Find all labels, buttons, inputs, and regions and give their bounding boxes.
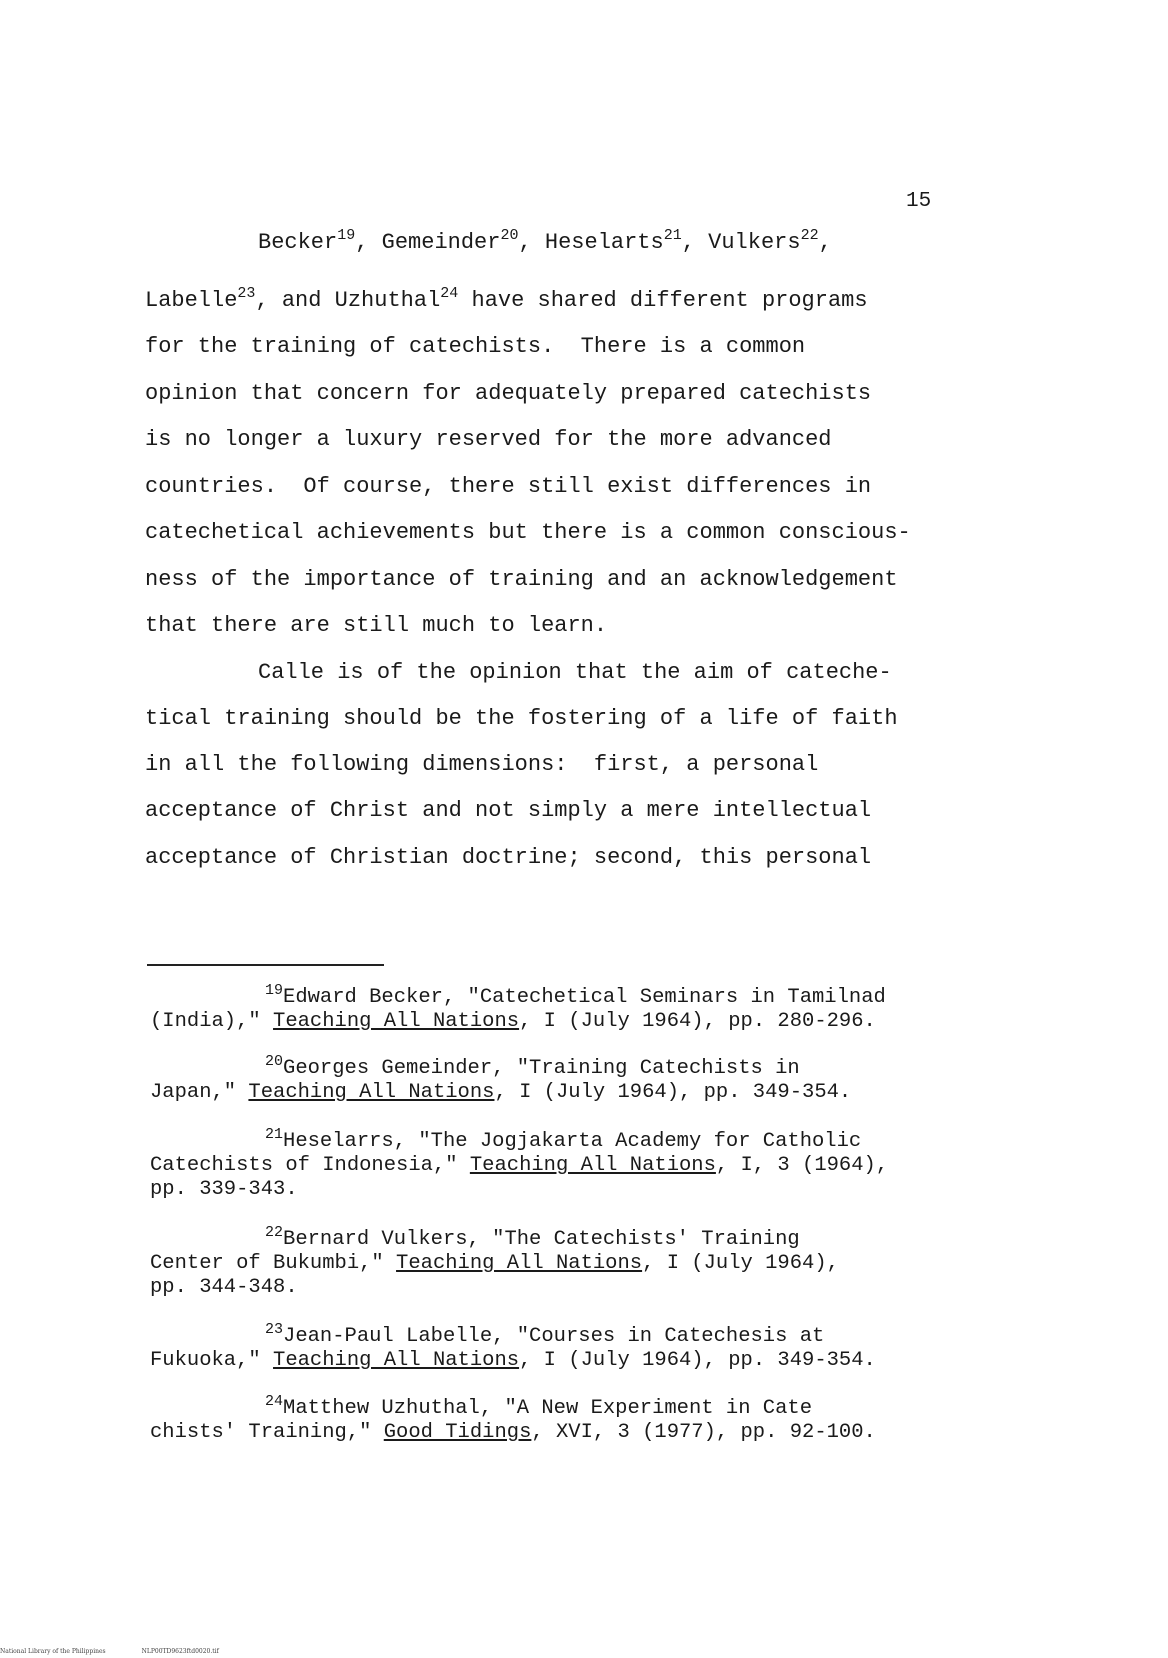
body-line: countries. Of course, there still exist differences in <box>145 474 872 499</box>
journal-title: Teaching All Nations <box>273 1010 520 1033</box>
footnote-ref: 23 <box>237 285 256 302</box>
body-line: opinion that concern for adequately prepared catechists <box>145 381 872 406</box>
journal-title: Teaching All Nations <box>273 1349 520 1372</box>
body-line: acceptance of Christian doctrine; second, this personal <box>145 845 872 870</box>
scan-footer <box>0 1648 255 1655</box>
page-number: 15 <box>906 190 932 213</box>
journal-title: Teaching All Nations <box>396 1252 643 1275</box>
body-line: catechetical achievements but there is a common conscious- <box>145 520 911 545</box>
footnote-separator <box>147 964 384 966</box>
body-line: in all the following dimensions: first, a personal <box>145 752 819 777</box>
body-line: Becker$^{19}$, Gemeinder$^{20}$, Heselarts$^{21}$, Vulkers$^{22}$, <box>258 227 832 255</box>
footnote-ref: 24 <box>440 285 459 302</box>
body-line: Calle is of the opinion that the aim of cateche- <box>258 660 892 685</box>
footnote-ref: 19 <box>337 227 356 244</box>
file-name: NLP00TD9623ftd0020.tif <box>141 1648 219 1655</box>
body-line: for the training of catechists. There is a common <box>145 334 806 359</box>
body-line: acceptance of Christ and not simply a mere intellectual <box>145 798 872 823</box>
journal-title: Teaching All Nations <box>469 1154 716 1177</box>
body-line: ness of the importance of training and an acknowledgement <box>145 567 898 592</box>
journal-title: Teaching All Nations <box>248 1081 495 1104</box>
journal-title: Good Tidings <box>383 1421 532 1444</box>
body-line: tical training should be the fostering of a life of faith <box>145 706 898 731</box>
footnote-ref: 20 <box>500 227 519 244</box>
body-line: that there are still much to learn. <box>145 613 608 638</box>
library-credit: National Library of the Philippines <box>0 1648 106 1655</box>
body-line: is no longer a luxury reserved for the more advanced <box>145 427 832 452</box>
body-line: Labelle$^{23}$, and Uzhuthal$^{24}$ have shared different programs <box>145 285 868 313</box>
footnote-ref: 22 <box>800 227 819 244</box>
footnote-ref: 21 <box>663 227 682 244</box>
